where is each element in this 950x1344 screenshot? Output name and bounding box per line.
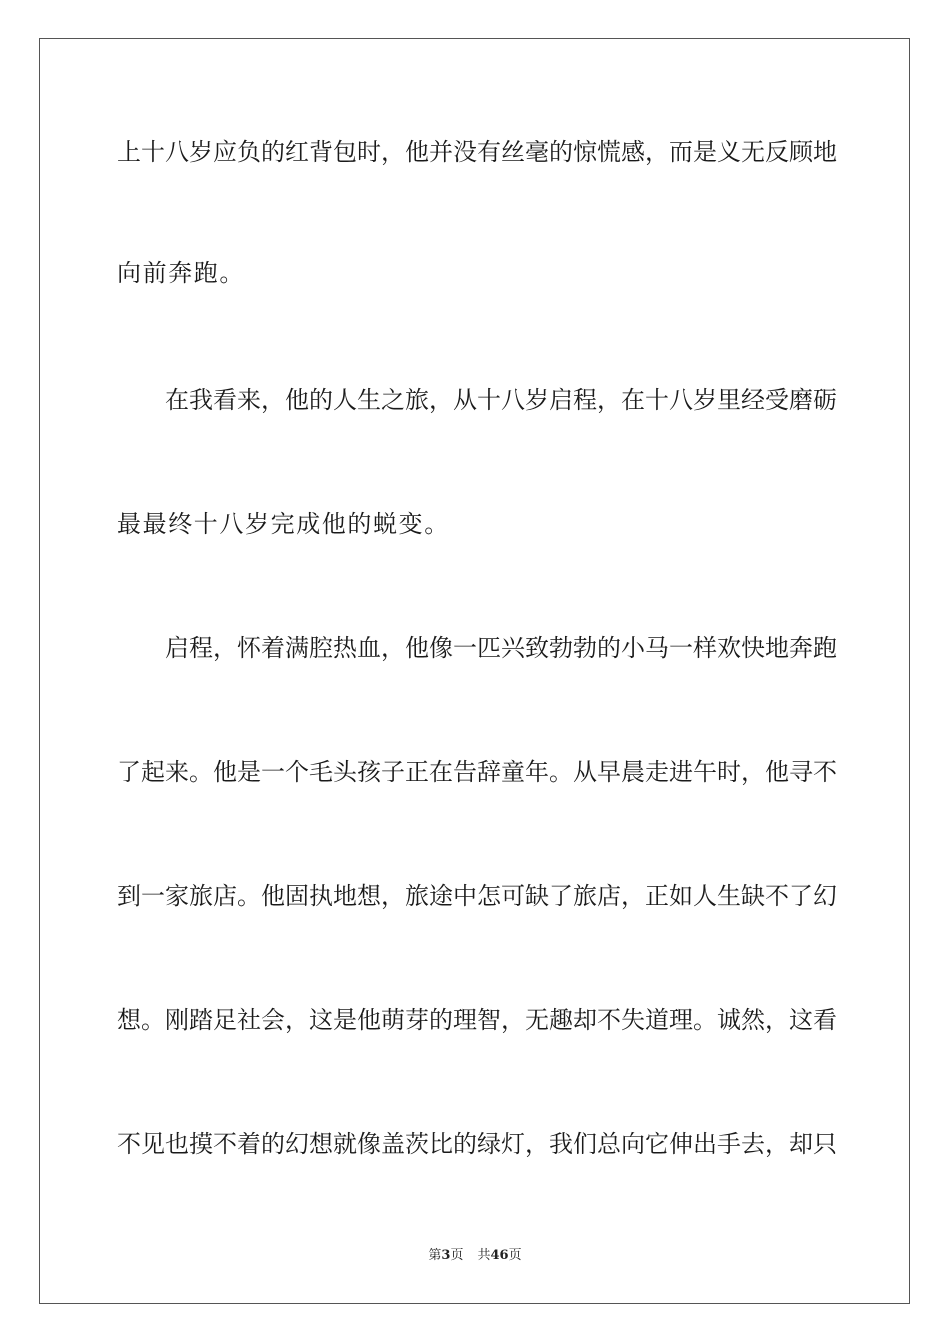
- page-footer: [0, 1248, 950, 1264]
- text-line: 启程，怀着满腔热血，他像一匹兴致勃勃的小马一样欢快地奔跑: [165, 634, 837, 662]
- text-line: 到一家旅店。他固执地想，旅途中怎可缺了旅店，正如人生缺不了幻: [117, 882, 837, 910]
- text-line: 想。刚踏足社会，这是他萌芽的理智，无趣却不失道理。诚然，这看: [117, 1006, 837, 1034]
- total-pages: 46: [490, 1248, 509, 1263]
- total-prefix: 共: [477, 1248, 491, 1263]
- page-prefix: 第: [428, 1248, 442, 1263]
- page-number: 3: [441, 1248, 451, 1263]
- text-line: 向前奔跑。: [117, 259, 245, 287]
- text-line: 最最终十八岁完成他的蜕变。: [117, 510, 450, 538]
- text-line: 在我看来，他的人生之旅，从十八岁启程，在十八岁里经受磨砺: [165, 386, 837, 414]
- text-line: 了起来。他是一个毛头孩子正在告辞童年。从早晨走进午时，他寻不: [117, 758, 837, 786]
- page-suffix: 页: [450, 1248, 464, 1263]
- text-line: 不见也摸不着的幻想就像盖茨比的绿灯，我们总向它伸出手去，却只: [117, 1130, 837, 1158]
- total-suffix: 页: [508, 1248, 522, 1263]
- page-border: [39, 38, 910, 1304]
- text-line: 上十八岁应负的红背包时，他并没有丝毫的惊慌感，而是义无反顾地: [117, 138, 837, 166]
